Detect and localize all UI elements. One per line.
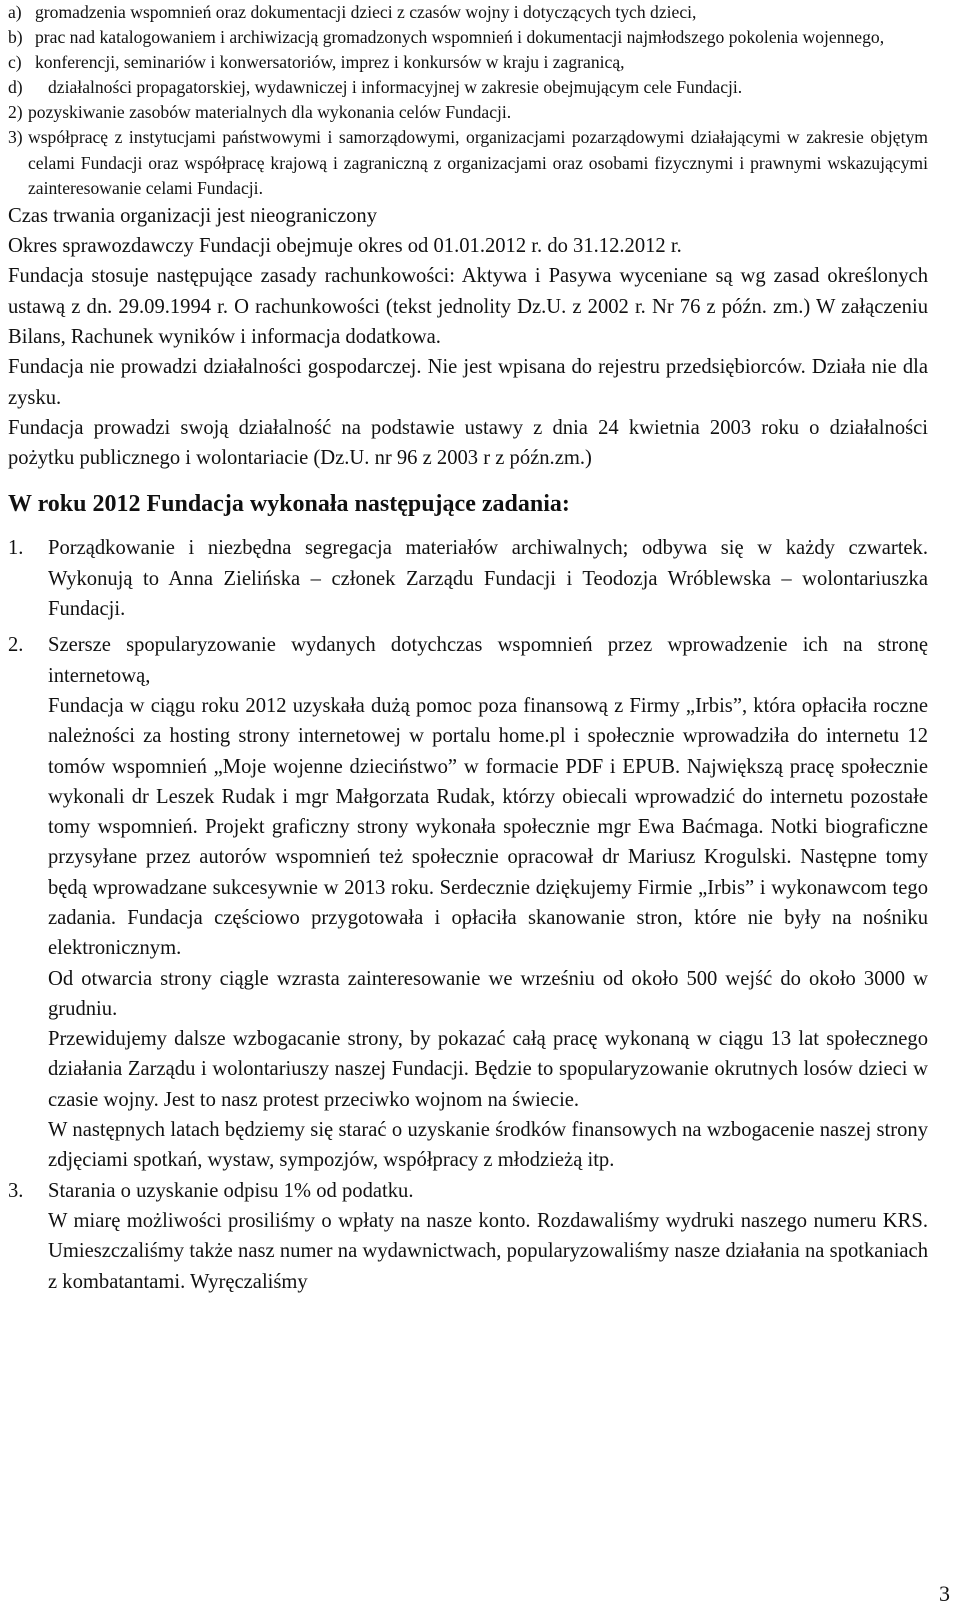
paragraph: Fundacja nie prowadzi działalności gospodarczej. Nie jest wpisana do rejestru przedsiębiorców. Działa nie dla zysku. bbox=[8, 356, 928, 409]
document-page bbox=[8, 0, 928, 1297]
task-number: 1. bbox=[8, 537, 24, 560]
tasks-list bbox=[8, 533, 928, 1296]
item-label: c) bbox=[8, 52, 22, 73]
list-item bbox=[8, 0, 928, 25]
task-text: Porządkowanie i niezbędna segregacja materiałów archiwalnych; odbywa się w każdy czwartek. Wykonują to Anna Zielińska – członek Zarządu Fundacji i Teodozja Wróblewska – wolontariuszka Fundacji. bbox=[48, 537, 928, 621]
task-paragraph: Od otwarcia strony ciągle wzrasta zainteresowanie we wrześniu od około 500 wejść do około 3000 w grudniu. bbox=[48, 967, 928, 1020]
item-label: d) bbox=[8, 77, 23, 98]
paragraph: Fundacja stosuje następujące zasady rachunkowości: Aktywa i Pasywa wyceniane są wg zasad określonych ustawą z dn. 29.09.1994 r. O rachunkowości (tekst jednolity Dz.U. z 2002 r. Nr 76 z późn. zm.) W załączeniu Bilans, Rachunek wyników i informacja dodatkowa. bbox=[8, 265, 928, 348]
item-text: działalności propagatorskiej, wydawniczej i informacyjnej w zakresie obejmującym cele Fundacji. bbox=[48, 77, 743, 98]
list-item bbox=[8, 75, 928, 100]
item-text: pozyskiwanie zasobów materialnych dla wykonania celów Fundacji. bbox=[28, 102, 512, 123]
section-heading: W roku 2012 Fundacja wykonała następujące zadania: bbox=[8, 491, 570, 518]
paragraph: Okres sprawozdawczy Fundacji obejmuje okres od 01.01.2012 r. do 31.12.2012 r. bbox=[8, 235, 682, 258]
item-label: 3) bbox=[8, 127, 23, 148]
list-item bbox=[8, 630, 928, 691]
task-text: Szersze spopularyzowanie wydanych dotychczas wspomnień przez wprowadzenie ich na stronę internetową, bbox=[48, 634, 928, 687]
list-item bbox=[8, 50, 928, 75]
task-paragraph: Przewidujemy dalsze wzbogacanie strony, by pokazać całą pracę wykonaną w ciągu 13 lat społecznego działania Zarządu i wolontariuszy naszej Fundacji. Będzie to spopularyzowanie okrutnych losów dzieci w czasie wojny. Jest to nasz protest przeciwko wojnom na świecie. bbox=[48, 1028, 928, 1111]
task-number: 3. bbox=[8, 1179, 24, 1202]
task-number: 2. bbox=[8, 634, 24, 657]
paragraph: Fundacja prowadzi swoją działalność na podstawie ustawy z dnia 24 kwietnia 2003 roku o działalności pożytku publicznego i wolontariacie (Dz.U. nr 96 z 2003 r z późn.zm.) bbox=[8, 416, 928, 470]
item-label: b) bbox=[8, 27, 23, 48]
task-text: Starania o uzyskanie odpisu 1% od podatku. bbox=[48, 1179, 414, 1202]
item-label: a) bbox=[8, 2, 22, 22]
task-paragraph: Fundacja w ciągu roku 2012 uzyskała dużą pomoc poza finansową z Firmy „Irbis”, która opłaciła roczne należności za hosting strony internetowej w portalu home.pl i społecznie wprowadziła do internetu 12 tomów wspomnień „Moje wojenne dzieciństwo” w formacie PDF i EPUB. Największą pracę społecznie wykonali dr Leszek Rudak i mgr Małgorzata Rudak, którzy obiecali wprowadzić do internetu pozostałe tomy wspomnień. Projekt graficzny strony wykonała społecznie mgr Ewa Baćmaga. Notki biograficzne przysyłane przez autorów wspomnień też społecznie opracował dr Mariusz Krogulski. Następne tomy będą wprowadzane sukcesywnie w 2013 roku. Serdecznie dziękujemy Firmie „Irbis” i wykonawcom tego zadania. Fundacja częściowo przygotowała i opłaciła skanowanie stron, które nie były na nośniku elektronicznym. bbox=[48, 694, 928, 960]
list-item bbox=[8, 533, 928, 624]
list-item bbox=[8, 1176, 928, 1206]
item-text: współpracę z instytucjami państwowymi i samorządowymi, organizacjami pozarządowymi działającymi w zakresie objętym celami Fundacji oraz współpracę krajową i zagraniczną z organizacjami oraz osobami fizycznymi i prawnymi wskazującymi zainteresowanie celami Fundacji. bbox=[28, 127, 928, 198]
list-item bbox=[8, 100, 928, 125]
item-text: konferencji, seminariów i konwersatoriów, imprez i konkursów w kraju i zagranicą, bbox=[35, 52, 625, 73]
item-label: 2) bbox=[8, 102, 23, 123]
item-text: gromadzenia wspomnień oraz dokumentacji dzieci z czasów wojny i dotyczących tych dzieci, bbox=[35, 2, 697, 22]
page-number: 3 bbox=[939, 1581, 950, 1606]
list-item bbox=[8, 25, 928, 50]
list-item bbox=[8, 125, 928, 200]
paragraph: Czas trwania organizacji jest nieograniczony bbox=[8, 204, 378, 227]
task-paragraph: W następnych latach będziemy się starać o uzyskanie środków finansowych na wzbogacenie naszej strony zdjęciami spotkań, wystaw, sympozjów, współpracy z młodzieżą itp. bbox=[48, 1119, 928, 1172]
sub-items-list bbox=[8, 0, 928, 201]
task-paragraph: W miarę możliwości prosiliśmy o wpłaty na nasze konto. Rozdawaliśmy wydruki naszego numeru KRS. Umieszczaliśmy także nasz numer na wydawnictwach, popularyzowaliśmy nasze działania na spotkaniach z kombatantami. Wyręczaliśmy bbox=[48, 1209, 928, 1293]
item-text: prac nad katalogowaniem i archiwizacją gromadzonych wspomnień i dokumentacji najmłodszego pokolenia wojennego, bbox=[35, 27, 885, 48]
info-paragraphs bbox=[8, 201, 928, 474]
